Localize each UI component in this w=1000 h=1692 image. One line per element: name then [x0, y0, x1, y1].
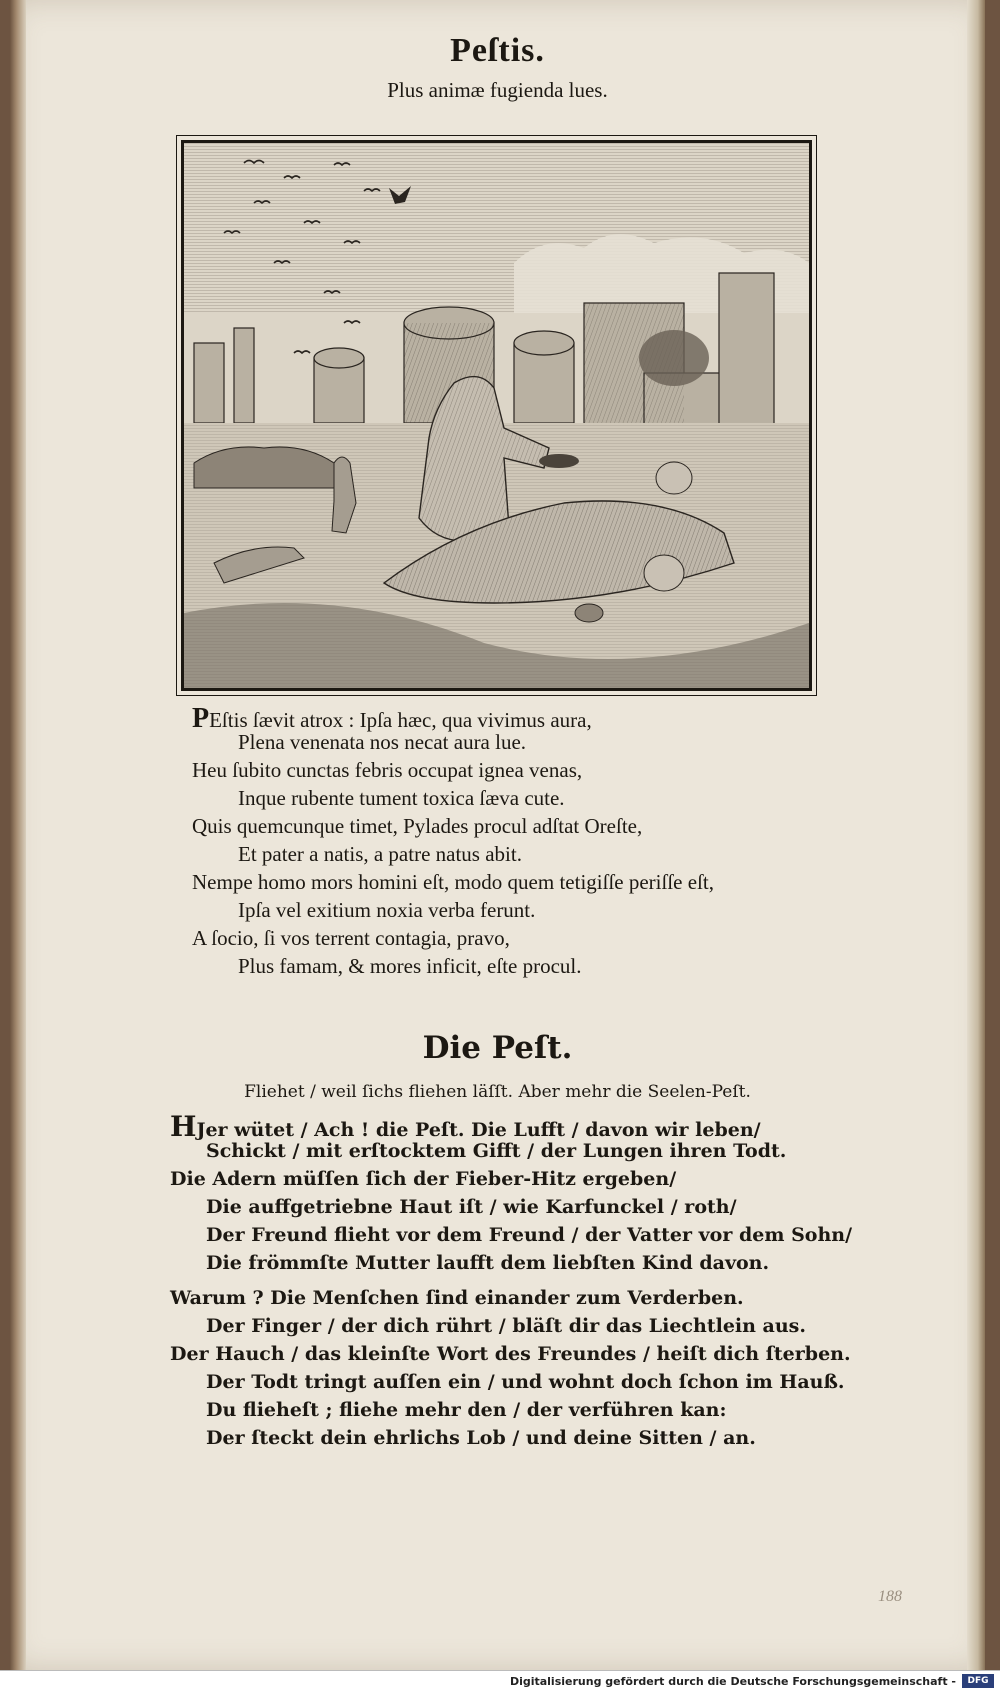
book-page — [10, 0, 985, 1670]
latin-drop-initial: P — [192, 703, 210, 734]
german-line-11: Du flieheſt ; fliehe mehr den / der verführen kan: — [206, 1399, 727, 1421]
german-subtitle: Fliehet / weil ſichs fliehen läſſt. Aber mehr die Seelen-Peſt. — [244, 1082, 751, 1102]
german-line-10: Der Todt tringt auſſen ein / und wohnt doch ſchon im Hauß. — [206, 1371, 845, 1393]
latin-line-7: Nempe homo mors homini eſt, modo quem tetigiſſe periſſe eſt, — [192, 870, 714, 894]
page-number: 188 — [878, 1588, 902, 1605]
page-title: Peſtis. — [450, 32, 545, 69]
book-spine — [10, 0, 26, 1670]
plague-engraving — [181, 140, 812, 691]
german-line-2: Schickt / mit erſtocktem Gifft / der Lungen ihren Todt. — [206, 1140, 787, 1162]
page-edge — [967, 0, 985, 1670]
latin-line-5: Quis quemcunque timet, Pylades procul adſtat Oreſte, — [192, 814, 643, 838]
latin-line-6: Et pater a natis, a patre natus abit. — [238, 842, 522, 866]
page-motto: Plus animæ fugienda lues. — [387, 78, 608, 102]
german-line-1 — [170, 1110, 870, 1143]
german-line-3: Die Adern müſſen ſich der Fieber-Hitz ergeben/ — [170, 1168, 677, 1190]
german-line-8: Der Finger / der dich rührt / bläſt dir das Liechtlein aus. — [206, 1315, 806, 1337]
latin-line-4: Inque rubente tument toxica ſæva cute. — [238, 786, 565, 810]
german-line-5: Der Freund flieht vor dem Freund / der Vatter vor dem Sohn/ — [206, 1224, 853, 1246]
dfg-logo-icon: DFG — [962, 1674, 994, 1688]
german-line-7: Warum ? Die Menſchen ſind einander zum Verderben. — [170, 1287, 744, 1309]
footer-credit: Digitalisierung gefördert durch die Deutsche Forschungsgemeinschaft - — [509, 1675, 956, 1688]
latin-line-8: Ipſa vel exitium noxia verba ferunt. — [238, 898, 536, 922]
german-line-text: Jer wütet / Ach ! die Peſt. Die Lufft / davon wir leben/ — [196, 1119, 761, 1141]
german-title: Die Peſt. — [422, 1030, 573, 1066]
german-line-12: Der ſteckt dein ehrlichs Lob / und deine Sitten / an. — [206, 1427, 756, 1449]
latin-line-text: Eſtis ſævit atrox : Ipſa hæc, qua vivimus aura, — [209, 708, 592, 732]
latin-line-2: Plena venenata nos necat aura lue. — [238, 730, 527, 754]
german-line-4: Die auffgetriebne Haut iſt / wie Karfunckel / roth/ — [206, 1196, 737, 1218]
latin-line-3: Heu ſubito cunctas febris occupat ignea venas, — [192, 758, 583, 782]
latin-line-9: A ſocio, ſi vos terrent contagia, pravo, — [192, 926, 510, 950]
german-line-9: Der Hauch / das kleinſte Wort des Freundes / heiſt dich ſterben. — [170, 1343, 851, 1365]
digitization-footer — [0, 1670, 1000, 1692]
latin-line-10: Plus famam, & mores inficit, eſte procul. — [238, 954, 582, 978]
german-drop-initial: H — [170, 1110, 197, 1143]
german-line-6: Die frömmſte Mutter laufft dem liebſten Kind davon. — [206, 1252, 770, 1274]
